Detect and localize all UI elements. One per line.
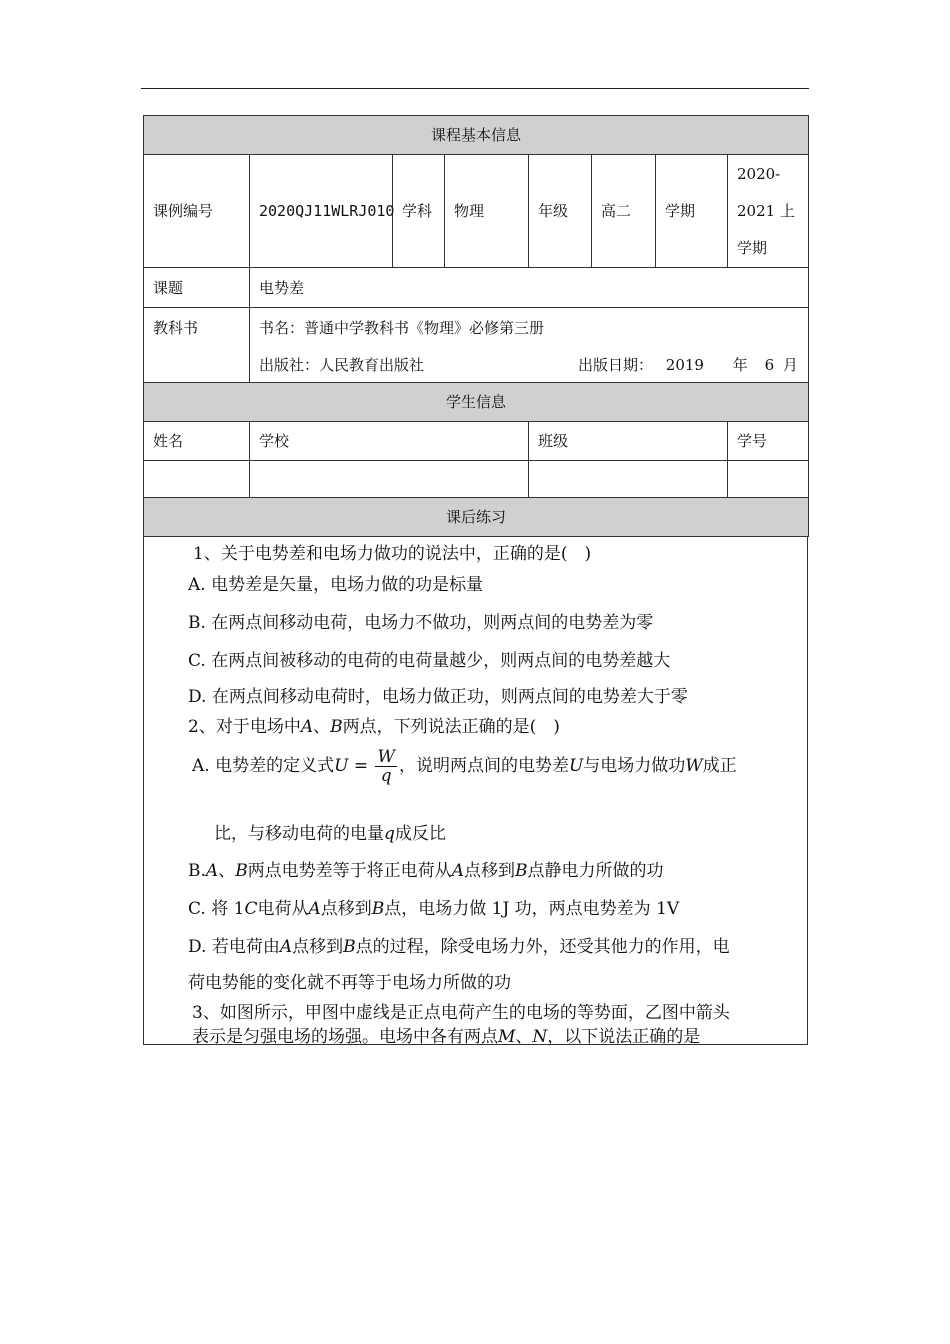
q2-option-d: D. 若电荷由A点移到B点的过程，除受电场力外，还受其他力的作用，电 [188,937,730,957]
class-label: 班级 [529,422,728,461]
exercise-header: 课后练习 [144,498,809,537]
publish-date: 出版日期： 2019 年 6 月 [578,356,798,374]
header-rule [141,88,809,89]
q2-option-a: A. 电势差的定义式U = $\frac{W}{q}$ ，说明两点间的电势差U与电场力做功W成正 [192,747,737,786]
course-info-table [143,115,809,537]
term-line-2: 2021 上 [737,201,795,220]
q1-option-c: C. 在两点间被移动的电荷的电荷量越少，则两点间的电势差越大 [188,651,671,671]
textbook-label: 教科书 [144,308,250,383]
subject-value: 物理 [445,155,529,268]
term-line-1: 2020- [737,164,781,183]
name-label: 姓名 [144,422,250,461]
school-field[interactable] [250,461,529,498]
publish-year: 2019 [665,356,704,374]
class-field[interactable] [529,461,728,498]
grade-label: 年级 [529,155,592,268]
term-line-3: 学期 [737,238,768,257]
textbook-value [250,308,809,383]
question-2: 2、对于电场中A、B两点，下列说法正确的是( ) [188,717,560,737]
q2-option-c: C. 将 1C电荷从A点移到B点，电场力做 1J 功，两点电势差为 1V [188,899,680,919]
school-label: 学校 [250,422,529,461]
student-info-header: 学生信息 [144,383,809,422]
q2-option-b: B.A、B两点电势差等于将正电荷从A点移到B点静电力所做的功 [188,861,664,881]
q1-option-d: D. 在两点间移动电荷时，电场力做正功，则两点间的电势差大于零 [188,687,688,707]
publisher: 出版社：人民教育出版社 [259,356,425,374]
q1-option-a: A. 电势差是矢量，电场力做的功是标量 [188,575,484,595]
q2-option-a-cont: 比，与移动电荷的电量q成反比 [214,824,446,844]
name-field[interactable] [144,461,250,498]
formula-fraction: $\frac{W}{q}$ [377,747,395,786]
course-info-header: 课程基本信息 [144,116,809,155]
student-id-label: 学号 [728,422,809,461]
grade-value: 高二 [592,155,656,268]
topic-label: 课题 [144,268,250,308]
question-3-cont: 表示是匀强电场的场强。电场中各有两点M、N，以下说法正确的是 [192,1027,701,1047]
question-3: 3、如图所示，甲图中虚线是正点电荷产生的电场的等势面，乙图中箭头 [192,1003,730,1023]
publish-month: 6 [764,356,775,374]
q2-option-d-cont: 荷电势能的变化就不再等于电场力所做的功 [188,973,511,993]
topic-value: 电势差 [250,268,809,308]
book-name: 书名：普通中学教科书《物理》必修第三册 [259,319,545,337]
student-id-field[interactable] [728,461,809,498]
exercise-body [143,536,808,1045]
case-no-value: 2020QJ11WLRJ010 [250,155,393,268]
case-no-label: 课例编号 [144,155,250,268]
term-label: 学期 [656,155,728,268]
subject-label: 学科 [393,155,445,268]
question-1: 1、关于电势差和电场力做功的说法中，正确的是( ) [193,544,592,564]
term-value [728,155,809,268]
q1-option-b: B. 在两点间移动电荷，电场力不做功，则两点间的电势差为零 [188,613,654,633]
